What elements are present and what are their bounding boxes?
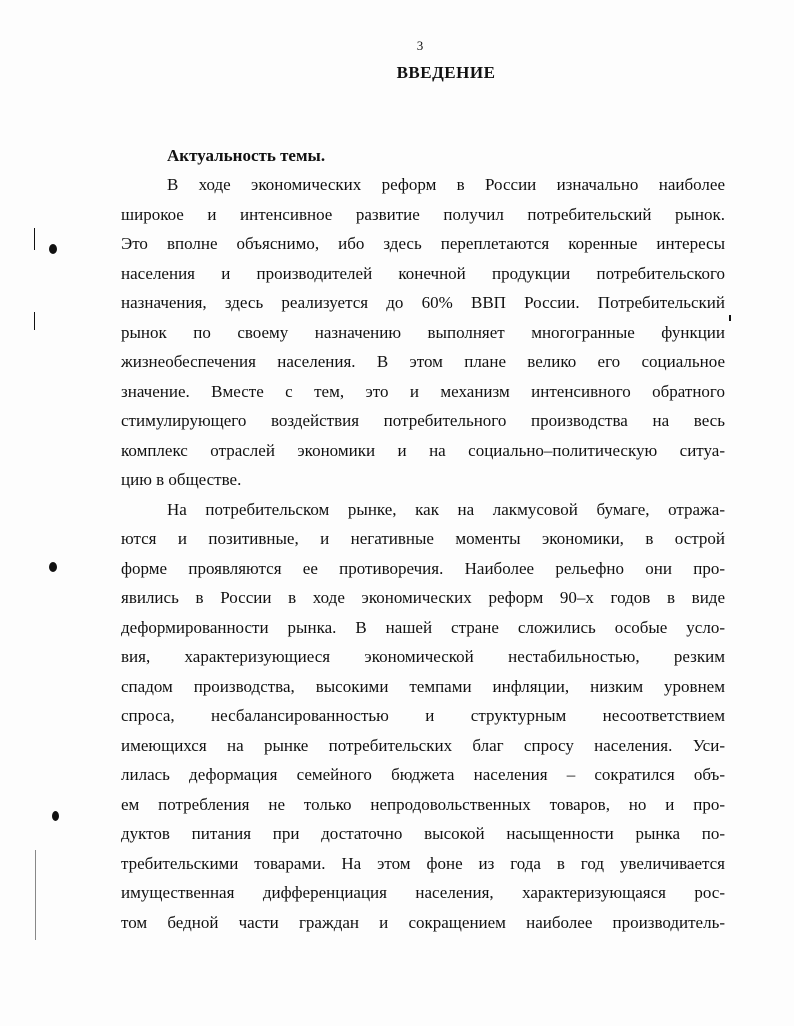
text-line: форме проявляются ее противоречия. Наиболее рельефно они про-	[121, 559, 725, 578]
scan-mark	[35, 850, 36, 940]
scan-mark	[729, 315, 731, 321]
text-line: цию в обществе.	[121, 470, 242, 489]
text-line: ем потребления не только непродовольственных товаров, но и про-	[121, 795, 725, 814]
page-title: ВВЕДЕНИЕ	[396, 63, 496, 82]
text-line: значение. Вместе с тем, это и механизм интенсивного обратного	[121, 382, 725, 401]
text-line: широкое и интенсивное развитие получил потребительский рынок.	[121, 205, 725, 224]
text-line: назначения, здесь реализуется до 60% ВВП России. Потребительский	[121, 293, 725, 312]
scan-mark	[52, 811, 59, 821]
text-line: явились в России в ходе экономических реформ 90–х годов в виде	[121, 588, 725, 607]
text-line: спроса, несбалансированностью и структурным несоответствием	[121, 706, 725, 725]
text-line: Это вполне объяснимо, ибо здесь переплетаются коренные интересы	[121, 234, 725, 253]
text-line: лилась деформация семейного бюджета населения – сократился объ-	[121, 765, 725, 784]
text-line: деформированности рынка. В нашей стране сложились особые усло-	[121, 618, 725, 637]
text-line: жизнеобеспечения населения. В этом плане велико его социальное	[121, 352, 725, 371]
section-heading: Актуальность темы.	[167, 146, 326, 165]
text-line: имущественная дифференциация населения, характеризующаяся рос-	[121, 883, 725, 902]
text-line: спадом производства, высокими темпами инфляции, низким уровнем	[121, 677, 725, 696]
text-line: ются и позитивные, и негативные моменты экономики, в острой	[121, 529, 725, 548]
scan-mark	[34, 228, 35, 250]
text-line: дуктов питания при достаточно высокой насыщенности рынка по-	[121, 824, 725, 843]
text-line: имеющихся на рынке потребительских благ спросу населения. Уси-	[121, 736, 725, 755]
text-line: комплекс отраслей экономики и на социально–политическую ситуа-	[121, 441, 725, 460]
text-line: требительскими товарами. На этом фоне из года в год увеличивается	[121, 854, 725, 873]
text-line: стимулирующего воздействия потребительного производства на весь	[121, 411, 725, 430]
text-line: вия, характеризующиеся экономической нестабильностью, резким	[121, 647, 725, 666]
scan-mark	[49, 562, 57, 572]
text-line: На потребительском рынке, как на лакмусовой бумаге, отража-	[167, 500, 725, 519]
text-line: том бедной части граждан и сокращением наиболее производитель-	[121, 913, 725, 932]
text-line: рынок по своему назначению выполняет многогранные функции	[121, 323, 725, 342]
text-line: населения и производителей конечной продукции потребительского	[121, 264, 725, 283]
page-number: 3	[416, 38, 424, 53]
scan-mark	[49, 244, 57, 254]
text-line: В ходе экономических реформ в России изначально наиболее	[167, 175, 725, 194]
scan-mark	[34, 312, 35, 330]
